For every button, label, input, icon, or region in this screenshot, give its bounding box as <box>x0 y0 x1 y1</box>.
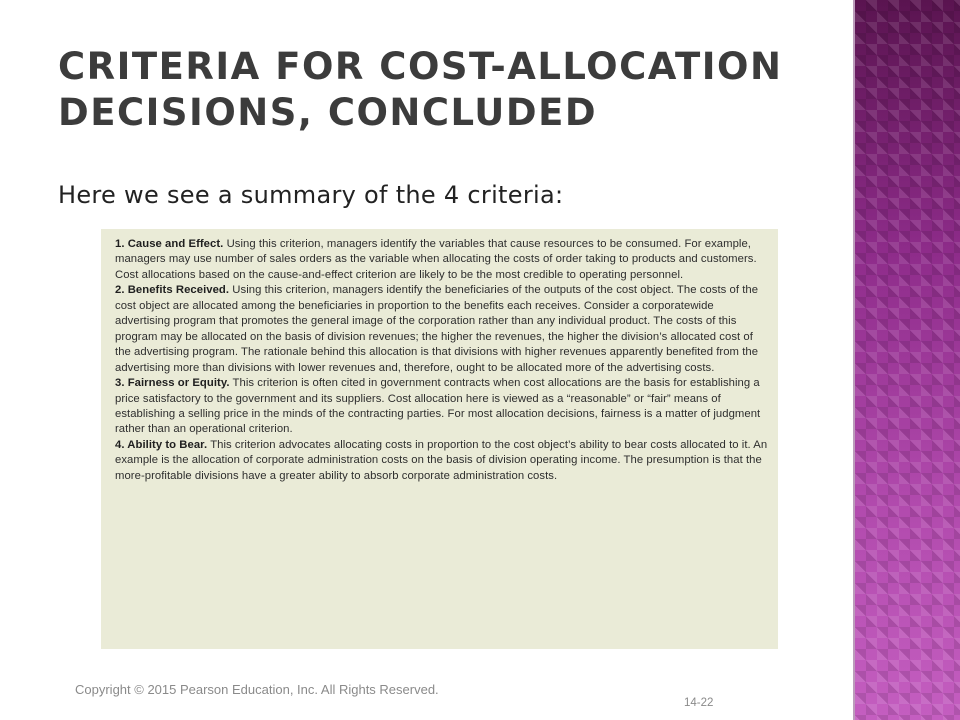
criterion-benefits-received <box>115 283 768 376</box>
criterion-text: This criterion is often cited in government contracts when cost allocations are the basis for establishing a price satisfactory to the government and its suppliers. Cost allocation here is viewed as a “reasonable” or “fair” means of establishing a selling price in the minds of the contracting parties. For most allocation decisions, fairness is a matter of judgment rather than an operational criterion. <box>115 377 761 436</box>
criterion-heading: 4. Ability to Bear. <box>115 438 208 451</box>
criterion-heading: 2. Benefits Received. <box>115 284 230 297</box>
criterion-ability-to-bear <box>115 438 768 484</box>
criterion-cause-and-effect <box>115 237 768 283</box>
decorative-sidebar <box>855 0 960 720</box>
slide-subtitle: Here we see a summary of the 4 criteria: <box>58 181 564 209</box>
criterion-text: Using this criterion, managers identify the variables that cause resources to be consumed. For example, managers may use number of sales orders as the variable when allocating the costs of order taking to products and customers. Cost allocations based on the cause-and-effect criterion are likely to be the most credible to operating personnel. <box>115 238 757 281</box>
copyright-notice: Copyright © 2015 Pearson Education, Inc. All Rights Reserved. <box>75 682 439 697</box>
page-number: 14-22 <box>684 697 714 709</box>
criterion-heading: 1. Cause and Effect. <box>115 238 224 250</box>
slide-title: CRITERIA FOR COST-ALLOCATION DECISIONS, CONCLUDED <box>58 45 783 134</box>
criteria-panel <box>101 229 778 649</box>
criterion-heading: 3. Fairness or Equity. <box>115 377 230 390</box>
criterion-text: Using this criterion, managers identify the beneficiaries of the outputs of the cost object. The costs of the cost object are allocated among the beneficiaries in proportion to the benefits each receives. Consider a corporatewide advertising program that promotes the general image of the corporation rather than any individual product. The costs of this program may be allocated on the basis of division revenues; the higher the revenues, the higher the division’s allocated cost of the advertising program. The rationale behind this allocation is that divisions with higher revenues apparently benefited from the advertising more than divisions with lower revenues and, therefore, ought to be allocated more of the advertising costs. <box>115 284 759 374</box>
criterion-text: This criterion advocates allocating costs in proportion to the cost object’s ability to bear costs allocated to it. An example is the allocation of corporate administration costs on the basis of division operating income. The presumption is that the more-profitable divisions have a greater ability to absorb corporate administration costs. <box>115 438 768 482</box>
criterion-fairness-or-equity <box>115 376 768 438</box>
